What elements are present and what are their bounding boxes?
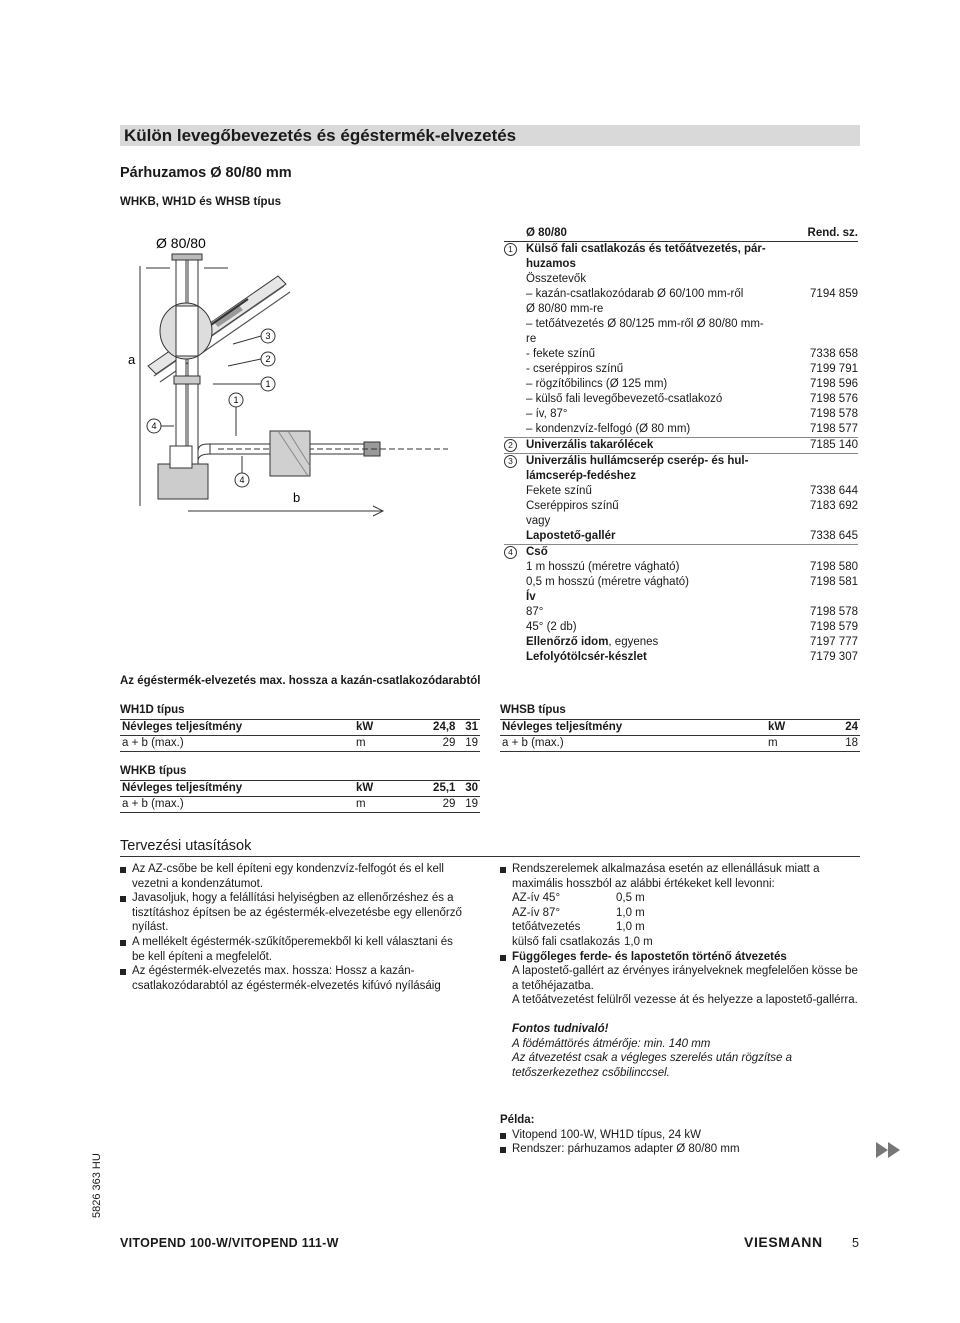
reduction-list — [500, 891, 860, 949]
whkb-caption: WHKB típus — [120, 765, 187, 777]
page-number: 5 — [852, 1236, 859, 1250]
section-title: Külön levegőbevezetés és égéstermék-elvezetés — [124, 126, 517, 145]
parts-row — [504, 469, 858, 484]
parts-row — [504, 362, 858, 377]
example-item: Vitopend 100-W, WH1D típus, 24 kW — [500, 1128, 860, 1143]
parts-row — [504, 407, 858, 422]
part-number-badge: 1 — [504, 243, 517, 256]
design-divider — [120, 856, 860, 857]
part-order-number: 7183 692 — [810, 500, 858, 512]
parts-row — [504, 529, 858, 544]
design-left-item: Javasoljuk, hogy a felállítási helyiségben az ellenőrzéshez és a tisztításhoz építsen be az égéstermék-elvezetésbe egy ellenőrző nyílást. — [120, 891, 465, 935]
part-order-number: 7198 576 — [810, 393, 858, 405]
reduction-label: tetőátvezetés — [512, 921, 581, 934]
parts-row — [504, 392, 858, 407]
parts-row — [504, 242, 858, 257]
part-order-number: 7338 658 — [810, 348, 858, 360]
whsb-label-len: a + b (max.) — [500, 736, 766, 752]
reduction-row — [512, 891, 860, 906]
part-description: Lapostető-gallér — [526, 530, 616, 542]
section-title-bar — [120, 125, 860, 146]
part-description: Cseréppiros színű — [526, 500, 619, 512]
part-description — [526, 635, 658, 650]
reduction-value: 0,5 m — [616, 892, 645, 905]
design-left-item: A mellékelt égéstermék-szűkítőperemekből ki kell választani és be kell építeni a megfelelőt. — [120, 935, 465, 964]
reduction-value: 1,0 m — [616, 906, 645, 919]
parts-header-right: Rend. sz. — [807, 227, 858, 239]
wh1d-len-1: 29 — [422, 736, 457, 752]
parts-header-left: Ø 80/80 — [526, 227, 567, 239]
parts-row — [504, 317, 858, 332]
part-description: – rögzítőbilincs (Ø 125 mm) — [526, 378, 668, 390]
part-order-number: 7338 645 — [810, 530, 858, 542]
reduction-row — [512, 920, 860, 935]
parts-row — [504, 422, 858, 437]
reduction-row — [512, 935, 860, 950]
design-title: Tervezési utasítások — [120, 838, 252, 854]
parts-row — [504, 544, 858, 560]
part-number-badge: 2 — [504, 439, 517, 452]
parts-row — [504, 302, 858, 317]
wh1d-power-1: 24,8 — [422, 720, 457, 736]
whkb-label-len: a + b (max.) — [120, 797, 354, 813]
important-title: Fontos tudnivaló! — [512, 1023, 609, 1035]
parts-row — [504, 650, 858, 665]
callout-2: 2 — [265, 354, 271, 364]
design-right-item-2-p2: A tetőátvezetést felülről vezesse át és helyezze a lapostető-gallérra. — [512, 994, 858, 1007]
whkb-table — [120, 780, 480, 813]
whsb-table — [500, 719, 860, 752]
callout-3: 3 — [265, 331, 271, 341]
next-page-arrows-icon — [876, 1140, 912, 1160]
part-order-number: 7199 791 — [810, 363, 858, 375]
whsb-unit-len: m — [766, 736, 834, 752]
whsb-power-1: 24 — [834, 720, 860, 736]
part-description: – kazán-csatlakozódarab Ø 60/100 mm-ről — [526, 288, 744, 300]
part-description: Összetevők — [526, 273, 587, 285]
part-description: Ív — [526, 591, 536, 603]
part-description: Cső — [526, 546, 548, 558]
callout-1: 1 — [265, 379, 271, 389]
part-description-bold: Ellenőrző idom — [526, 636, 609, 648]
part-order-number: 7197 777 — [810, 636, 858, 648]
dimension-b-label: b — [293, 490, 301, 505]
parts-row — [504, 575, 858, 590]
parts-row — [504, 287, 858, 302]
callout-4b: 4 — [239, 475, 245, 485]
part-description: Lefolyótölcsér-készlet — [526, 651, 647, 663]
design-right-list — [500, 862, 860, 1008]
parts-row — [504, 635, 858, 650]
parts-row — [504, 605, 858, 620]
parts-row — [504, 347, 858, 362]
whsb-label-power: Névleges teljesítmény — [500, 720, 766, 736]
reduction-label: AZ-ív 45° — [512, 892, 561, 905]
parts-row — [504, 484, 858, 499]
dimension-a-label: a — [128, 352, 136, 367]
whkb-unit-power: kW — [354, 781, 422, 797]
design-right-item-2-title: Függőleges ferde- és lapostetőn történő átvezetés — [500, 950, 860, 965]
design-left-item: Az égéstermék-elvezetés max. hossza: Hossz a kazán-csatlakozódarabtól az égéstermék-elvezetés kifúvó nyílásáig — [120, 964, 465, 993]
callout-4: 4 — [151, 421, 157, 431]
part-description: - cseréppiros színű — [526, 363, 624, 375]
reduction-label: AZ-ív 87° — [512, 906, 561, 919]
brand-logo: VIESMANN — [744, 1234, 823, 1250]
whkb-len-1: 29 — [422, 797, 457, 813]
part-description: lámcserép-fedéshez — [526, 470, 636, 482]
part-description: re — [526, 333, 537, 345]
part-number-badge: 3 — [504, 455, 517, 468]
part-description: 45° (2 db) — [526, 621, 577, 633]
whkb-power-2: 30 — [457, 781, 480, 797]
part-description: – ív, 87° — [526, 408, 568, 420]
whsb-caption: WHSB típus — [500, 704, 566, 716]
part-description: Univerzális hullámcserép cserép- és hul- — [526, 455, 749, 467]
wh1d-unit-power: kW — [354, 720, 422, 736]
part-description: vagy — [526, 515, 551, 527]
wh1d-unit-len: m — [354, 736, 422, 752]
part-order-number: 7198 578 — [810, 408, 858, 420]
subtitle: Párhuzamos Ø 80/80 mm — [120, 165, 292, 181]
parts-row — [504, 272, 858, 287]
part-description: 87° — [526, 606, 544, 618]
parts-row — [504, 620, 858, 635]
callout-1b: 1 — [233, 395, 239, 405]
parts-row — [504, 514, 858, 529]
part-description: Ø 80/80 mm-re — [526, 303, 604, 315]
part-description: Univerzális takarólécek — [526, 439, 654, 451]
design-right-item-1: Rendszerelemek alkalmazása esetén az ellenállásuk miatt a maximális hosszból az alábbi értékeket kell levonni: — [500, 862, 860, 891]
part-description: Külső fali csatlakozás és tetőátvezetés, pár- — [526, 243, 766, 255]
part-description: huzamos — [526, 258, 576, 270]
whkb-len-2: 19 — [457, 797, 480, 813]
parts-row — [504, 590, 858, 605]
wh1d-caption: WH1D típus — [120, 704, 185, 716]
diameter-label: Ø 80/80 — [156, 235, 206, 251]
parts-row — [504, 453, 858, 469]
whsb-unit-power: kW — [766, 720, 834, 736]
reduction-value: 1,0 m — [616, 921, 645, 934]
whkb-label-power: Névleges teljesítmény — [120, 781, 354, 797]
part-description: – kondenzvíz-felfogó (Ø 80 mm) — [526, 423, 691, 435]
max-length-title: Az égéstermék-elvezetés max. hossza a kazán-csatlakozódarabtól — [120, 675, 481, 687]
part-order-number: 7194 859 — [810, 288, 858, 300]
part-number-badge: 4 — [504, 546, 517, 559]
wh1d-label-power: Névleges teljesítmény — [120, 720, 354, 736]
reduction-label: külső fali csatlakozás — [512, 935, 621, 948]
part-order-number: 7198 579 — [810, 621, 858, 633]
installation-diagram — [118, 226, 498, 536]
part-description: 0,5 m hosszú (méretre vágható) — [526, 576, 689, 588]
boiler-types: WHKB, WH1D és WHSB típus — [120, 196, 281, 208]
whkb-unit-len: m — [354, 797, 422, 813]
document-code: 5826 363 HU — [91, 1153, 103, 1218]
part-description-rest: , egyenes — [608, 636, 659, 648]
parts-row — [504, 377, 858, 392]
reduction-value: 1,0 m — [624, 935, 653, 948]
part-order-number: 7198 578 — [810, 606, 858, 618]
part-description: – külső fali levegőbevezető-csatlakozó — [526, 393, 723, 405]
part-order-number: 7338 644 — [810, 485, 858, 497]
part-description: Fekete színű — [526, 485, 592, 497]
important-line-1: A födémáttörés átmérője: min. 140 mm — [512, 1037, 711, 1050]
part-description: – tetőátvezetés Ø 80/125 mm-ről Ø 80/80 mm- — [526, 318, 764, 330]
part-order-number: 7179 307 — [810, 651, 858, 663]
parts-row — [504, 257, 858, 272]
reduction-row — [512, 906, 860, 921]
part-order-number: 7198 581 — [810, 576, 858, 588]
important-line-2: Az átvezetést csak a végleges szerelés után rögzítse a tetőszerkezethez csőbilinccsel. — [512, 1052, 792, 1079]
whkb-power-1: 25,1 — [422, 781, 457, 797]
parts-row — [504, 499, 858, 514]
wh1d-table — [120, 719, 480, 752]
design-left-item: Az AZ-csőbe be kell építeni egy kondenzvíz-felfogót és el kell vezetni a kondenzátumot. — [120, 862, 465, 891]
part-description: - fekete színű — [526, 348, 596, 360]
wh1d-label-len: a + b (max.) — [120, 736, 354, 752]
wh1d-len-2: 19 — [457, 736, 480, 752]
example-block — [500, 1113, 860, 1157]
important-note — [512, 1022, 862, 1080]
design-left-list — [120, 862, 465, 993]
part-description: 1 m hosszú (méretre vágható) — [526, 561, 680, 573]
design-right-item-2-p1: A lapostető-gallért az érvényes irányelveknek megfelelően kösse be a tetőhéjazatba. — [512, 965, 858, 992]
product-name: VITOPEND 100-W/VITOPEND 111-W — [120, 1236, 339, 1250]
part-order-number: 7185 140 — [810, 439, 858, 451]
parts-list-header — [504, 226, 858, 242]
parts-row — [504, 332, 858, 347]
parts-row — [504, 437, 858, 453]
parts-list — [504, 226, 858, 665]
example-item: Rendszer: párhuzamos adapter Ø 80/80 mm — [500, 1142, 860, 1157]
part-order-number: 7198 596 — [810, 378, 858, 390]
wh1d-power-2: 31 — [457, 720, 480, 736]
example-title: Példa: — [500, 1114, 535, 1126]
parts-row — [504, 560, 858, 575]
whsb-len-1: 18 — [834, 736, 860, 752]
part-order-number: 7198 577 — [810, 423, 858, 435]
part-order-number: 7198 580 — [810, 561, 858, 573]
